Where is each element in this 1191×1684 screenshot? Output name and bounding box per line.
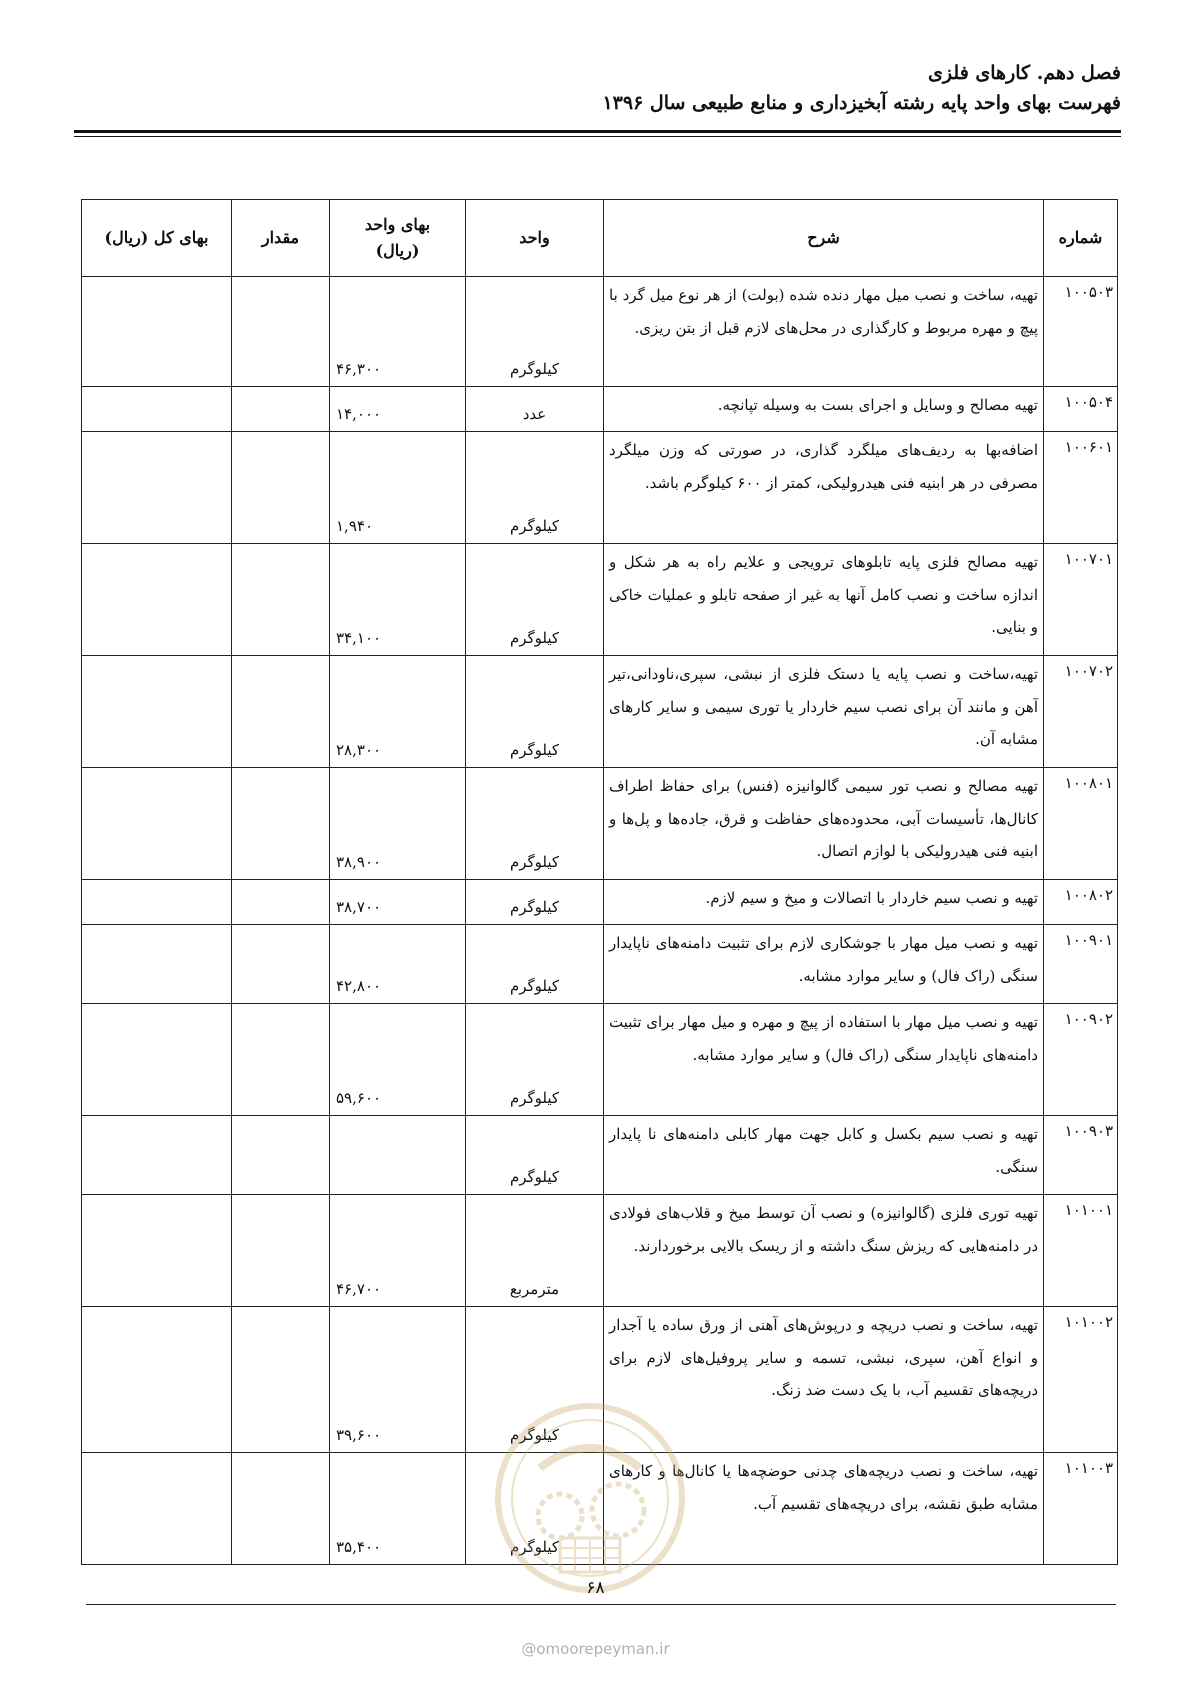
- header-quantity: مقدار: [232, 200, 330, 277]
- row-description: تهیه توری فلزی (گالوانیزه) و نصب آن توسط میخ و قلاب‌های فولادی در دامنه‌هایی که ریزش سنگ داشته و از ریسک بالایی برخوردارند.: [604, 1195, 1044, 1307]
- row-unit-price: ۱,۹۴۰: [330, 432, 466, 544]
- header-rule-thin: [74, 136, 1121, 137]
- row-unit: کیلوگرم: [466, 1116, 604, 1195]
- page-number: ۶۸: [586, 1578, 605, 1598]
- row-number: ۱۰۰۷۰۲: [1044, 656, 1118, 768]
- table-row: [82, 880, 1118, 925]
- row-unit-price: ۳۹,۶۰۰: [330, 1307, 466, 1453]
- row-number: ۱۰۰۸۰۲: [1044, 880, 1118, 925]
- row-unit-price: ۴۶,۷۰۰: [330, 1195, 466, 1307]
- row-total: [82, 656, 232, 768]
- row-number: ۱۰۱۰۰۲: [1044, 1307, 1118, 1453]
- row-unit: کیلوگرم: [466, 768, 604, 880]
- table-row: [82, 544, 1118, 656]
- row-description: تهیه و نصب سیم خاردار با اتصالات و میخ و سیم لازم.: [604, 880, 1044, 925]
- row-description: تهیه مصالح فلزی پایه تابلوهای ترویجی و علایم راه به هر شکل و اندازه ساخت و نصب کامل آنها به غیر از صفحه تابلو و عملیات خاکی و بنایی.: [604, 544, 1044, 656]
- row-quantity: [232, 925, 330, 1004]
- row-quantity: [232, 1195, 330, 1307]
- row-total: [82, 277, 232, 387]
- row-number: ۱۰۰۹۰۳: [1044, 1116, 1118, 1195]
- header-unit-price-label: بهای واحد: [364, 215, 431, 234]
- table-header-row: [82, 200, 1118, 277]
- row-unit: کیلوگرم: [466, 432, 604, 544]
- row-number: ۱۰۰۸۰۱: [1044, 768, 1118, 880]
- row-quantity: [232, 880, 330, 925]
- row-total: [82, 1307, 232, 1453]
- table-row: [82, 656, 1118, 768]
- table-row: [82, 1004, 1118, 1116]
- header-number: شماره: [1044, 200, 1118, 277]
- row-quantity: [232, 277, 330, 387]
- row-quantity: [232, 544, 330, 656]
- row-unit: کیلوگرم: [466, 925, 604, 1004]
- row-total: [82, 432, 232, 544]
- row-unit: کیلوگرم: [466, 277, 604, 387]
- row-total: [82, 1195, 232, 1307]
- header-description: شرح: [604, 200, 1044, 277]
- row-number: ۱۰۰۵۰۳: [1044, 277, 1118, 387]
- row-total: [82, 544, 232, 656]
- row-unit: کیلوگرم: [466, 1004, 604, 1116]
- row-quantity: [232, 1116, 330, 1195]
- row-total: [82, 387, 232, 432]
- row-unit: کیلوگرم: [466, 544, 604, 656]
- row-description: تهیه مصالح و وسایل و اجرای بست به وسیله تپانچه.: [604, 387, 1044, 432]
- row-unit: کیلوگرم: [466, 656, 604, 768]
- row-unit: کیلوگرم: [466, 1307, 604, 1453]
- table-row: [82, 1453, 1118, 1565]
- site-watermark: @omoorepeyman.ir: [521, 1640, 670, 1658]
- row-number: ۱۰۰۶۰۱: [1044, 432, 1118, 544]
- row-unit-price: ۵۹,۶۰۰: [330, 1004, 466, 1116]
- table-row: [82, 277, 1118, 387]
- row-number: ۱۰۱۰۰۱: [1044, 1195, 1118, 1307]
- header-unit-price-currency: (ریال): [375, 241, 420, 260]
- row-description: تهیه،ساخت و نصب پایه یا دستک فلزی از نبشی، سپری،ناودانی،تیر آهن و مانند آن برای نصب سیم خاردار یا توری سیمی و سایر کارهای مشابه آن.: [604, 656, 1044, 768]
- row-quantity: [232, 387, 330, 432]
- row-unit-price: ۴۲,۸۰۰: [330, 925, 466, 1004]
- row-description: تهیه و نصب سیم بکسل و کابل جهت مهار کابلی دامنه‌های نا پایدار سنگی.: [604, 1116, 1044, 1195]
- header-rule-thick: [74, 130, 1121, 133]
- row-total: [82, 768, 232, 880]
- table-row: [82, 1116, 1118, 1195]
- row-unit: مترمربع: [466, 1195, 604, 1307]
- row-unit: کیلوگرم: [466, 1453, 604, 1565]
- row-description: اضافه‌بها به ردیف‌های میلگرد گذاری، در صورتی که وزن میلگرد مصرفی در هر ابنیه فنی هیدرولیکی، کمتر از ۶۰۰ کیلوگرم باشد.: [604, 432, 1044, 544]
- table-row: [82, 1307, 1118, 1453]
- row-unit-price: ۳۴,۱۰۰: [330, 544, 466, 656]
- row-unit-price: ۳۸,۹۰۰: [330, 768, 466, 880]
- row-total: [82, 1116, 232, 1195]
- table-row: [82, 925, 1118, 1004]
- document-title: فهرست بهای واحد پایه رشته آبخیزداری و منابع طبیعی سال ۱۳۹۶: [602, 92, 1121, 114]
- row-description: تهیه، ساخت و نصب میل مهار دنده شده (بولت) از هر نوع میل گرد با پیچ و مهره مربوط و کارگذاری در محل‌های لازم قبل از بتن ریزی.: [604, 277, 1044, 387]
- header-total-price: بهای کل (ریال): [82, 200, 232, 277]
- row-number: ۱۰۰۹۰۱: [1044, 925, 1118, 1004]
- row-unit-price: ۱۴,۰۰۰: [330, 387, 466, 432]
- table-row: [82, 387, 1118, 432]
- page-header: [71, 58, 1121, 118]
- row-unit-price: ۲۸,۳۰۰: [330, 656, 466, 768]
- row-number: ۱۰۱۰۰۳: [1044, 1453, 1118, 1565]
- row-description: تهیه، ساخت و نصب دریچه و درپوش‌های آهنی از ورق ساده یا آجدار و انواع آهن، سپری، نبشی، تسمه و سایر پروفیل‌های لازم برای دریچه‌های تقسیم آب، با یک دست ضد زنگ.: [604, 1307, 1044, 1453]
- row-unit-price: ۴۶,۳۰۰: [330, 277, 466, 387]
- row-total: [82, 1004, 232, 1116]
- row-unit-price: ۳۸,۷۰۰: [330, 880, 466, 925]
- row-unit: کیلوگرم: [466, 880, 604, 925]
- row-description: تهیه و نصب میل مهار با استفاده از پیچ و مهره و میل مهار برای تثبیت دامنه‌های ناپایدار سنگی (راک فال) و سایر موارد مشابه.: [604, 1004, 1044, 1116]
- table-row: [82, 768, 1118, 880]
- header-unit: واحد: [466, 200, 604, 277]
- row-total: [82, 1453, 232, 1565]
- row-quantity: [232, 1004, 330, 1116]
- row-number: ۱۰۰۹۰۲: [1044, 1004, 1118, 1116]
- row-number: ۱۰۰۷۰۱: [1044, 544, 1118, 656]
- header-unit-price: [330, 200, 466, 277]
- table-row: [82, 432, 1118, 544]
- row-total: [82, 925, 232, 1004]
- chapter-title: فصل دهم. کارهای فلزی: [928, 62, 1121, 84]
- row-number: ۱۰۰۵۰۴: [1044, 387, 1118, 432]
- row-total: [82, 880, 232, 925]
- price-list-table: [81, 199, 1118, 1565]
- row-quantity: [232, 1453, 330, 1565]
- row-description: تهیه، ساخت و نصب دریچه‌های چدنی حوضچه‌ها یا کانال‌ها و کارهای مشابه طبق نقشه، برای دریچه‌های تقسیم آب.: [604, 1453, 1044, 1565]
- table-row: [82, 1195, 1118, 1307]
- row-quantity: [232, 656, 330, 768]
- row-unit: عدد: [466, 387, 604, 432]
- row-description: تهیه و نصب میل مهار با جوشکاری لازم برای تثبیت دامنه‌های ناپایدار سنگی (راک فال) و سایر موارد مشابه.: [604, 925, 1044, 1004]
- footer-rule: [86, 1604, 1116, 1605]
- row-quantity: [232, 432, 330, 544]
- row-quantity: [232, 1307, 330, 1453]
- row-unit-price: [330, 1116, 466, 1195]
- row-quantity: [232, 768, 330, 880]
- row-description: تهیه مصالح و نصب تور سیمی گالوانیزه (فنس) برای حفاظ اطراف کانال‌ها، تأسیسات آبی، محدوده‌های حفاظت و قرق، جاده‌ها و پل‌ها و ابنیه فنی هیدرولیکی با لوازم اتصال.: [604, 768, 1044, 880]
- row-unit-price: ۳۵,۴۰۰: [330, 1453, 466, 1565]
